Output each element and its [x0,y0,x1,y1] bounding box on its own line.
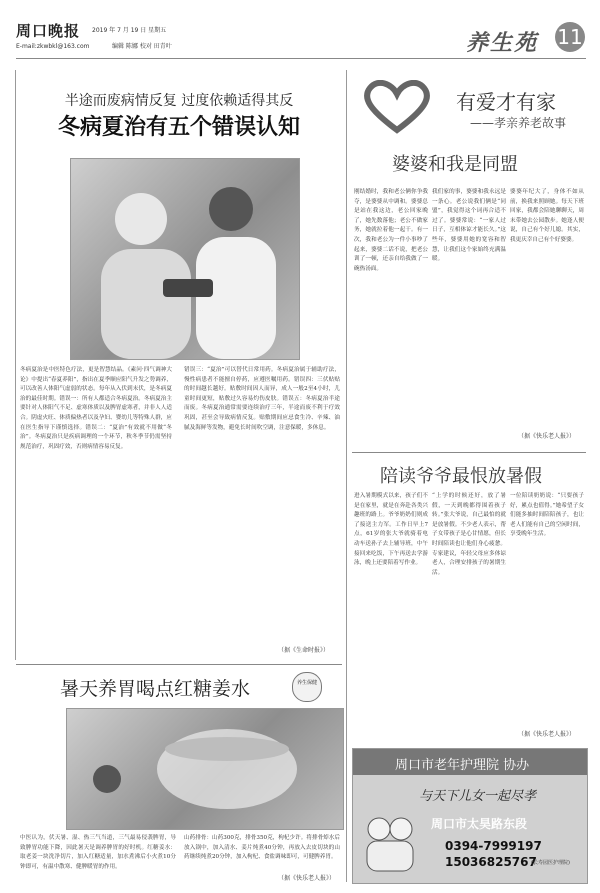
health-badge-label: 养生保健 [297,680,318,686]
story2-headline: 陪读爷爷最恨放暑假 [380,466,542,487]
story2-column-2: “上学的时候还好，放了暑假，一天到晚都得围着孩子转。”张大爷说，自己最怕的就是放暑假。不少老人表示，帮子女带孩子是心甘情愿，但长时间陪读也让他们身心疲惫。专家建议，年轻父母应多体谅老人，合理安排孩子的暑期生活。 [432,493,506,576]
story-mother-in-law [352,146,586,446]
story2-top-rule [352,452,586,453]
ad-slogan: 与天下儿女一起尽孝 [419,789,537,804]
article2-headline: 暑天养胃喝点红糖姜水 [60,678,251,700]
ad-phone-1: 0394-7999197 [445,839,542,853]
ad-brand: (长寿园医护理院) [531,860,570,866]
photo-illustration [71,159,299,359]
nursing-home-ad [352,748,588,884]
article-ginger-brown-sugar [16,664,342,884]
column-title: 有爱才有家 [456,90,556,114]
date-line: 2019 年 7 月 19 日 星期五 [92,27,167,34]
ad-phone-2: 15036825767 [445,855,537,869]
tea-cup-illustration [67,709,343,829]
ad-organizer: 周口市老年护理院 协办 [395,758,530,773]
story2-credit: （据《快乐老人报》） [518,731,576,738]
article-column-2: 错误三：“夏治”可以替代日常用药。冬病夏治属于辅助疗法，慢性病患者不能擅自停药，应遵医嘱用药。错误四：三伏贴贴的时间越长越好。贴敷时间因人而异，成人一般2至4小时，儿童时间更短，贴敷过久容易灼伤皮肤。错误五：冬病夏治半途而废。冬病夏治通常需要连续治疗三年，半途而废不利于疗效巩固，甚至会导致病情反复。贴敷期间应忌食生冷、辛辣、油腻及海鲜等发物，避免长时间吹空调，注意保暖，多休息。 [184,367,340,431]
column-subtitle: ——孝亲养老故事 [470,116,567,130]
page-number: 11 [555,22,585,52]
article2-credit: （据《快乐老人报》） [278,875,336,882]
story1-column-1: 刚结婚时，我和老公俩你争我夺，是婆婆从中调和。婆婆总是站在我这边，老公回家晚了，她先数落他；老公不做家务，她就拉着他一起干。有一次，我和老公为一件小事吵了起来，婆婆二话不说，把老公训了一顿，还亲自给我做了一碗热汤面。 [354,189,428,272]
newspaper-logo: 周口晚报 [16,22,81,40]
story1-credit: （据《快乐老人报》） [518,433,576,440]
health-badge [292,672,322,702]
editor-line: 编辑 陈娜 校对 田青叶 [112,43,172,50]
story1-column-2: 我们家的事，婆婆和我永远是一条心。老公说我们俩是“同盟”，我觉得这个词再合适不过了。婆婆常说：“一家人过日子，互相体谅才能长久。”这些年，婆婆用她的宽容和智慧，让我们这个家始终充满温暖。 [432,189,506,263]
section-title: 养生苑 [466,30,539,56]
column-header [352,72,586,140]
story1-column-3: 婆婆年纪大了，身体不如从前，换我来照顾她。每天下班回家，我都会陪她聊聊天，周末带她去公园散步。她逢人便说，自己有个好儿媳。其实，我更庆幸自己有个好婆婆。 [510,189,584,243]
article-column-1: 冬病夏治是中医特色疗法，更是智慧结晶。《素问·四气调神大论》中提出“春夏养阳”，指出在夏季顺应阳气升发之势调养，可以改善人体阳气虚弱的状态。每年从入伏到末伏，是冬病夏治的最佳时期。错误一：所有人都适合冬病夏治。冬病夏治主要针对人体阳气不足、虚寒体质以及脾胃虚寒者，并非人人适合。阴虚火旺、体质偏热者以及孕妇、婴幼儿等特殊人群，应在医生指导下谨慎选择。错误二：“夏治”有效就不用做“冬治”。冬病夏治只是疾病调理的一个环节，秋冬季节仍需坚持规范治疗，巩固疗效，否则病情容易反复。 [20,367,172,450]
article2-column-2: 山药排骨：山药300克，排骨350克，枸杞少许。将排骨焯水后放入锅中，加入清水、姜片炖煮40分钟，再放入去皮切块的山药继续炖煮20分钟，加入枸杞、食盐调味即可，可健脾养胃。 [184,835,340,861]
article-left-rule [15,70,16,660]
article-credit: （据《生命时报》） [278,647,330,654]
article-cold-disease-summer-treatment [16,70,342,660]
story2-column-1: 进入暑期模式以来，孩子们不是在家里，就是在奔赴各类兴趣班的路上。爷爷奶奶们则成了接送主力军。工作日早上7点，61岁的张大爷就骑着电动车送孙子去上辅导班，中午接回来吃饭，下午再送去学游泳，晚上还要陪着写作业。 [354,493,428,567]
ad-cartoon-icon [361,809,419,879]
center-column-rule [346,70,347,882]
nurse-elderly-photo [70,158,300,360]
masthead-divider [16,58,586,59]
story-grandpa-summer [352,452,586,742]
story2-column-3: 一位陪读奶奶说：“只要孩子好，累点也值得。”她希望子女们能多抽时间陪陪孩子，也让老人们能有自己的空闲时间，享受晚年生活。 [510,493,584,538]
article2-top-rule [16,664,342,665]
story1-headline: 婆婆和我是同盟 [392,154,518,175]
article-kicker: 半途而废病情反复 过度依赖适得其反 [64,93,294,109]
ad-address: 周口市太昊路东段 [431,817,528,831]
ad-top-band [353,749,587,775]
ginger-tea-photo [66,708,344,830]
article-headline: 冬病夏治有五个错误认知 [57,114,300,140]
article2-column-1: 中医认为，伏天暑、湿、热三气当道，三气最易侵袭脾胃，导致脾胃功能下降，因此暑天是调养脾胃的好时机。红糖姜水：取老姜一块洗净切片，加入红糖适量，加水煮沸后小火煮10分钟即可，有温中散寒、健脾暖胃的作用。 [20,835,176,870]
masthead [0,0,600,66]
heart-icon [360,80,434,138]
email: E-mail:zkwbkl@163.com [16,43,90,50]
